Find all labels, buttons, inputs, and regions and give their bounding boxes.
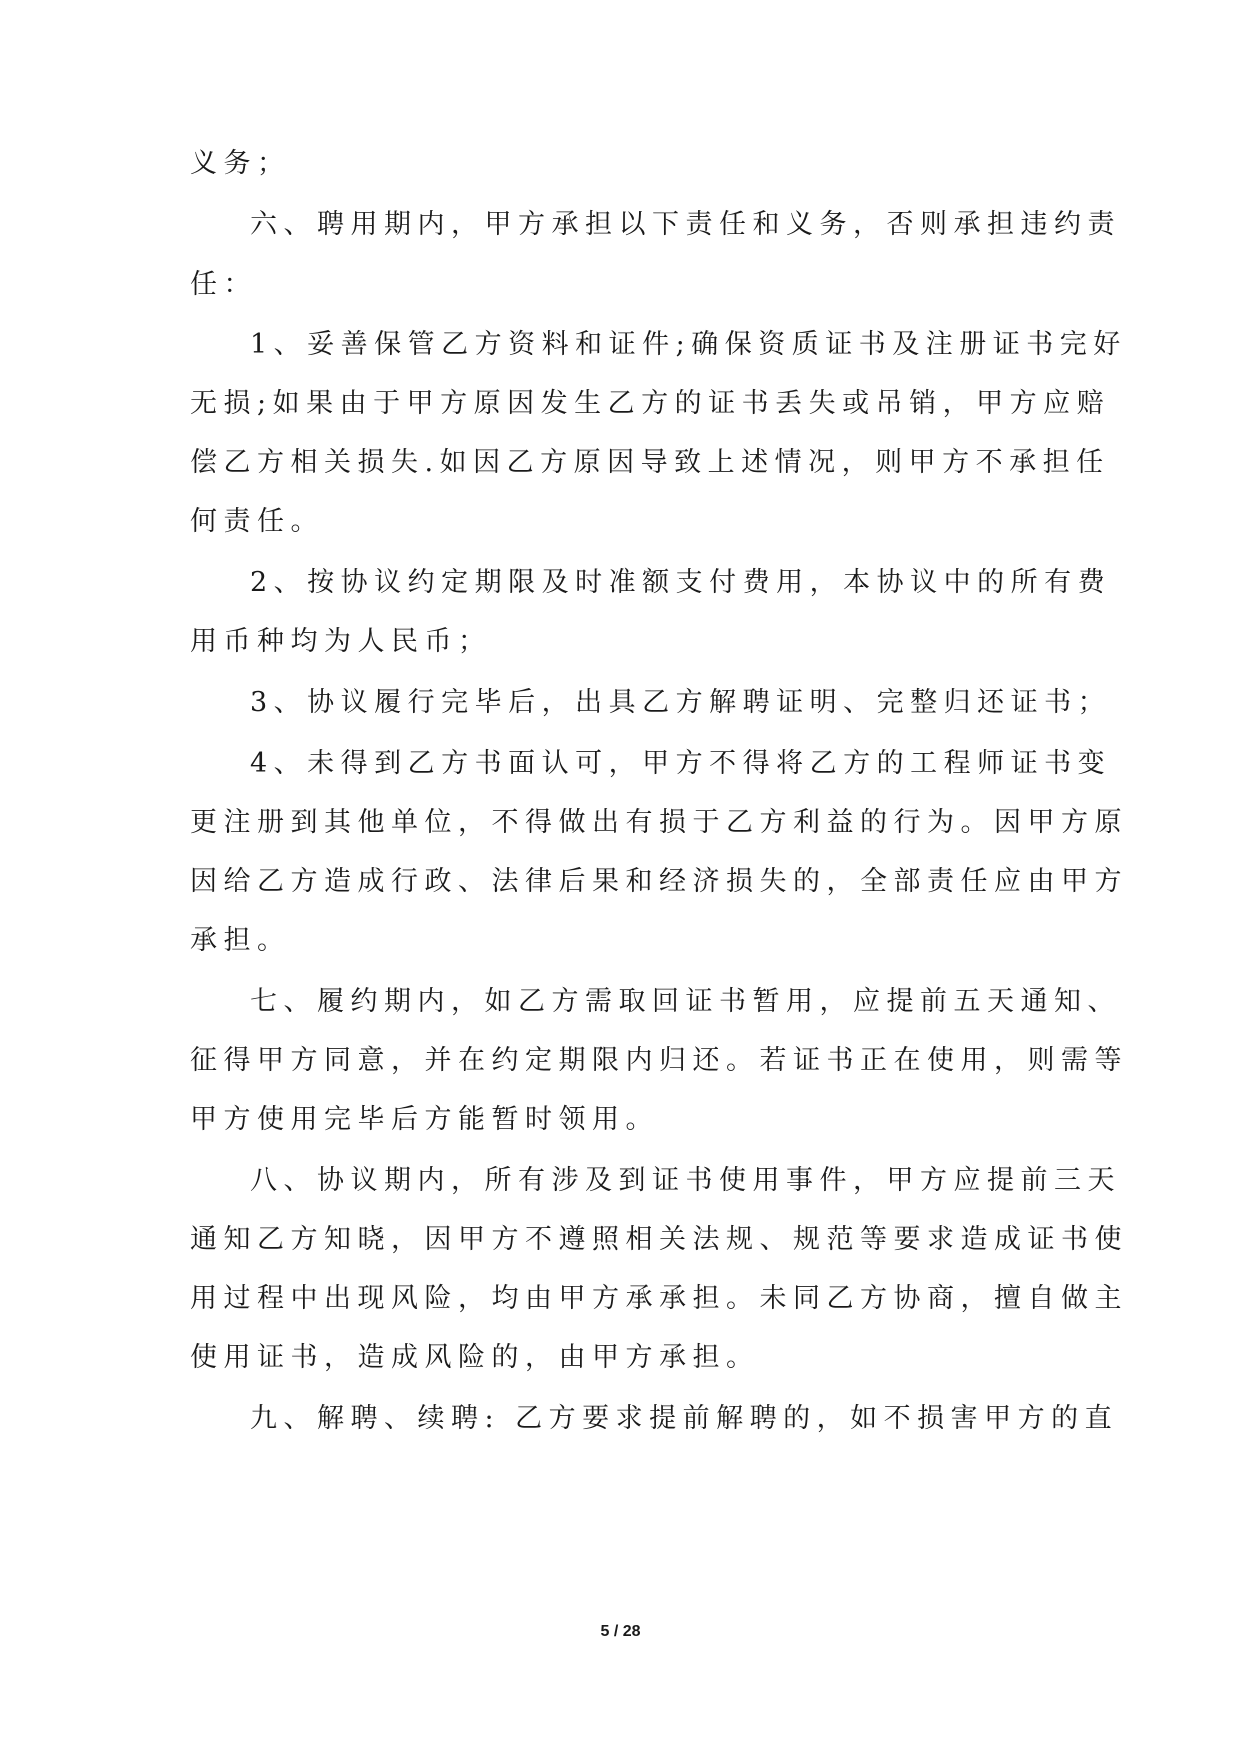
text-line: 更注册到其他单位，不得做出有损于乙方利益的行为。因甲方原	[190, 807, 1128, 838]
text-line: 征得甲方同意，并在约定期限内归还。若证书正在使用，则需等	[190, 1045, 1128, 1076]
text-line: 承担。	[190, 925, 291, 956]
text-line: 九、解聘、续聘: 乙方要求提前解聘的，如不损害甲方的直	[250, 1403, 1119, 1434]
text-line: 通知乙方知晓，因甲方不遵照相关法规、规范等要求造成证书使	[190, 1224, 1128, 1255]
text-line: 使用证书，造成风险的，由甲方承担。	[190, 1342, 760, 1373]
text-line: 八、协议期内，所有涉及到证书使用事件，甲方应提前三天	[250, 1165, 1121, 1196]
page-number: 5 / 28	[600, 1623, 641, 1640]
text-line: 七、履约期内，如乙方需取回证书暂用，应提前五天通知、	[250, 986, 1121, 1017]
text-line: 甲方使用完毕后方能暂时领用。	[190, 1104, 659, 1135]
text-line: 任：	[190, 269, 257, 300]
text-line: 因给乙方造成行政、法律后果和经济损失的，全部责任应由甲方	[190, 866, 1128, 897]
text-line: 偿乙方相关损失.如因乙方原因导致上述情况，则甲方不承担任	[190, 447, 1110, 478]
text-line: 2、按协议约定期限及时准额支付费用，本协议中的所有费	[250, 567, 1112, 598]
text-line: 无损;如果由于甲方原因发生乙方的证书丢失或吊销，甲方应赔	[190, 388, 1111, 419]
text-line: 义务；	[190, 148, 291, 179]
text-line: 1、妥善保管乙方资料和证件;确保资质证书及注册证书完好	[250, 329, 1127, 360]
text-line: 用币种均为人民币；	[190, 626, 492, 657]
text-line: 何责任。	[190, 506, 324, 537]
text-line: 六、聘用期内，甲方承担以下责任和义务，否则承担违约责	[250, 209, 1121, 240]
text-line: 3、协议履行完毕后，出具乙方解聘证明、完整归还证书；	[250, 687, 1112, 718]
text-line: 用过程中出现风险，均由甲方承承担。未同乙方协商，擅自做主	[190, 1283, 1128, 1314]
text-line: 4、未得到乙方书面认可，甲方不得将乙方的工程师证书变	[250, 748, 1112, 779]
